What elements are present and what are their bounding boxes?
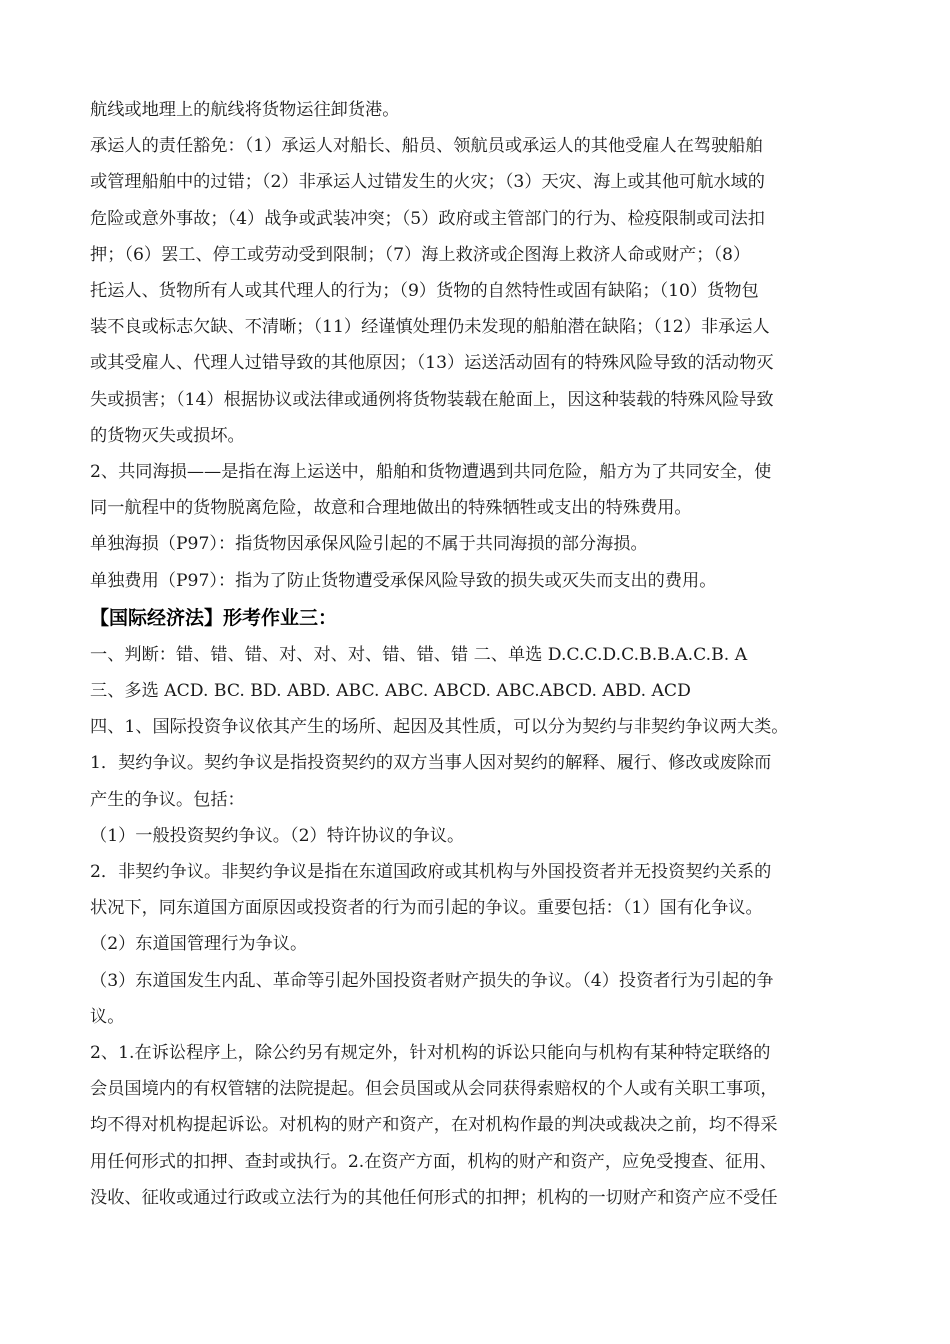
text-line: 单独海损（P97）：指货物因承保风险引起的不属于共同海损的部分海损。: [90, 534, 648, 555]
text-line: 单独费用（P97）：指为了防止货物遭受承保风险导致的损失或灭失而支出的费用。: [90, 570, 717, 591]
text-line: 用任何形式的扣押、查封或执行。2.在资产方面，机构的财产和资产，应免受搜查、征用、: [90, 1151, 777, 1172]
text-line: 装不良或标志欠缺、不清晰；（11）经谨慎处理仍未发现的船舶潜在缺陷；（12）非承运人: [90, 317, 770, 338]
text-line: 产生的争议。包括：: [90, 789, 245, 810]
text-line: 或管理船舶中的过错；（2）非承运人过错发生的火灾；（3）天灾、海上或其他可航水域的: [90, 172, 765, 193]
answer-line: 一、判断：错、错、错、对、对、对、错、错、错 二、单选 D.C.C.D.C.B.B.A.C.B. A: [90, 644, 748, 665]
text-line: 没收、征收或通过行政或立法行为的其他任何形式的扣押；机构的一切财产和资产应不受任: [90, 1187, 778, 1208]
text-line: 均不得对机构提起诉讼。对机构的财产和资产，在对机构作最的判决或裁决之前，均不得采: [90, 1115, 778, 1136]
text-line: 失或损害；（14）根据协议或法律或通例将货物装载在舱面上，因这种装载的特殊风险导致: [90, 389, 774, 410]
text-line: 四、1、国际投资争议依其产生的场所、起因及其性质，可以分为契约与非契约争议两大类。: [90, 717, 789, 738]
text-line: 押；（6）罢工、停工或劳动受到限制；（7）海上救济或企图海上救济人命或财产；（8）: [90, 244, 751, 265]
text-line: 承运人的责任豁免：（1）承运人对船长、船员、领航员或承运人的其他受雇人在驾驶船舶: [90, 136, 763, 157]
text-line: 状况下，同东道国方面原因或投资者的行为而引起的争议。重要包括：（1）国有化争议。: [90, 898, 763, 919]
text-line: 航线或地理上的航线将货物运往卸货港。: [90, 100, 400, 120]
text-line: 同一航程中的货物脱离危险，故意和合理地做出的特殊牺牲或支出的特殊费用。: [90, 498, 692, 519]
text-line: 的货物灭失或损坏。: [90, 425, 245, 446]
text-line: 会员国境内的有权管辖的法院提起。但会员国或从会同获得索赔权的个人或有关职工事项，: [90, 1079, 778, 1100]
text-line: 1．契约争议。契约争议是指投资契约的双方当事人因对契约的解释、履行、修改或废除而: [90, 753, 772, 774]
text-line: 托运人、货物所有人或其代理人的行为；（9）货物的自然特性或固有缺陷；（10）货物包: [90, 281, 759, 302]
answer-line: 三、多选 ACD. BC. BD. ABD. ABC. ABC. ABCD. ABC.ABCD. ABD. ACD: [90, 681, 691, 702]
text-line: （2）东道国管理行为争议。: [90, 934, 308, 955]
text-line: 2．非契约争议。非契约争议是指在东道国政府或其机构与外国投资者并无投资契约关系的: [90, 862, 772, 883]
document-page: [90, 92, 870, 1216]
text-line: 危险或意外事故；（4）战争或武装冲突；（5）政府或主管部门的行为、检疫限制或司法扣: [90, 208, 765, 229]
text-line: （1）一般投资契约争议。（2）特许协议的争议。: [90, 825, 465, 846]
text-line: 2、共同海损——是指在海上运送中，船舶和货物遭遇到共同危险，船方为了共同安全，使: [90, 462, 772, 483]
text-line: （3）东道国发生内乱、革命等引起外国投资者财产损失的争议。（4）投资者行为引起的争: [90, 970, 774, 991]
text-line: 2、1.在诉讼程序上，除公约另有规定外，针对机构的诉讼只能向与机构有某种特定联络的: [90, 1043, 771, 1064]
section-heading: 【国际经济法】形考作业三：: [90, 606, 338, 629]
text-line: 或其受雇人、代理人过错导致的其他原因；（13）运送活动固有的特殊风险导致的活动物灭: [90, 353, 774, 374]
text-line: 议。: [90, 1006, 125, 1027]
